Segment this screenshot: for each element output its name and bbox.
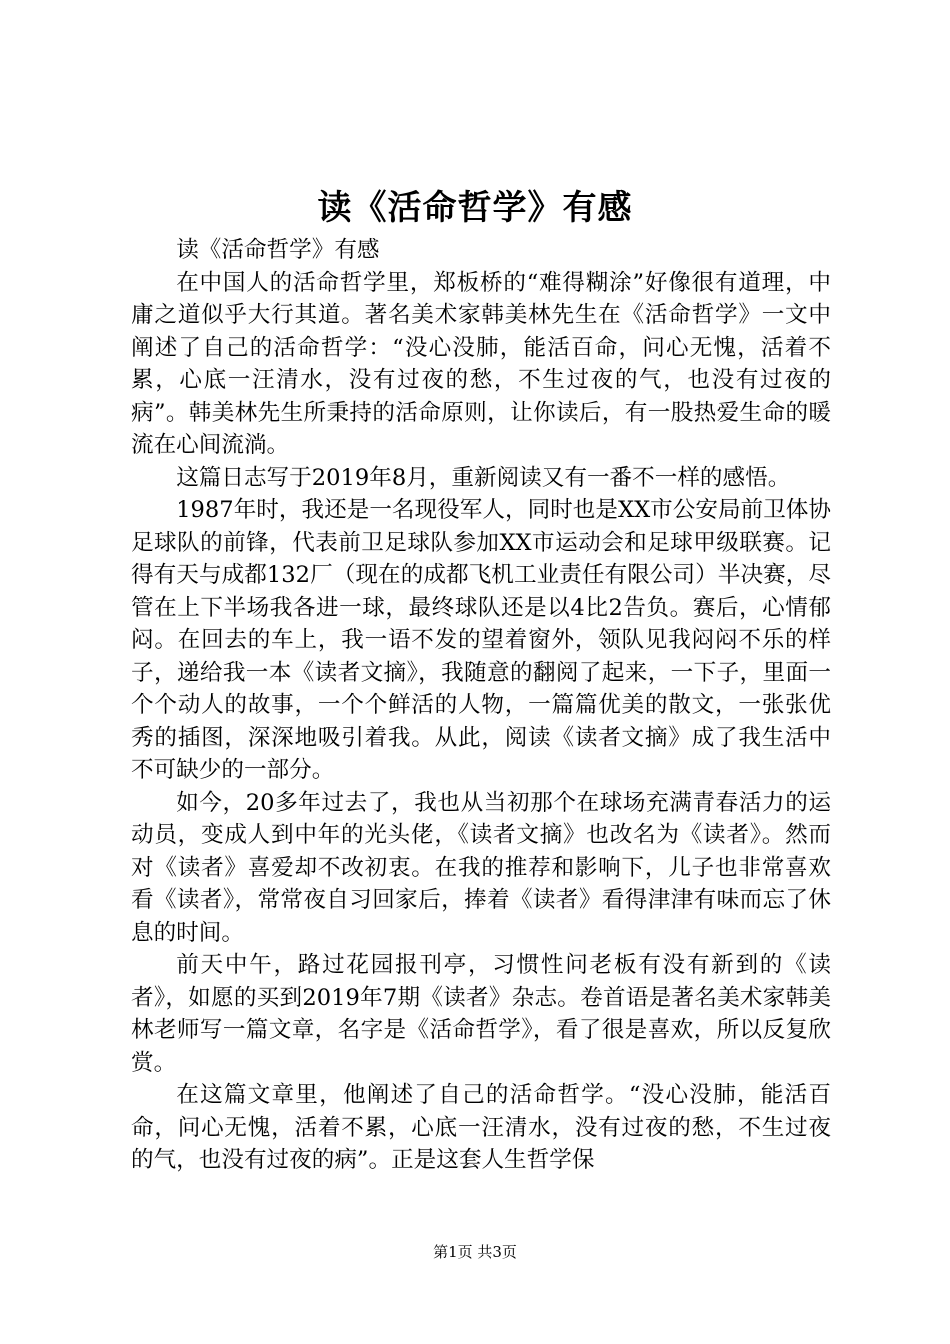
paragraph: 这篇日志写于2019年8月，重新阅读又有一番不一样的感悟。: [176, 464, 791, 491]
paragraph-subtitle: 读《活命哲学》有感: [176, 237, 380, 263]
paragraph: 在中国人的活命哲学里，郑板桥的“难得糊涂”好像很有道理，中庸之道似乎大行其道。著名美术家韩美林先生在《活命哲学》一文中阐述了自己的活命哲学：“没心没肺，能活百命，问心无愧，活着不累，心底一汪清水，没有过夜的愁，不生过夜的气，也没有过夜的病”。韩美林先生所秉持的活命原则，让你读后，有一股热爱生命的暖流在心间流淌。: [131, 269, 831, 458]
paragraph: 前天中午，路过花园报刊亭，习惯性问老板有没有新到的《读者》，如愿的买到2019年7期《读者》杂志。卷首语是著名美术家韩美林老师写一篇文章，名字是《活命哲学》，看了很是喜欢，所以反复欣赏。: [131, 952, 831, 1076]
page-footer: 第1页 共3页: [433, 1243, 517, 1261]
paragraph: 如今，20多年过去了，我也从当初那个在球场充满青春活力的运动员，变成人到中年的光头佬，《读者文摘》也改名为《读者》。然而对《读者》喜爱却不改初衷。在我的推荐和影响下，儿子也非常喜欢看《读者》，常常夜自习回家后，捧着《读者》看得津津有味而忘了休息的时间。: [131, 789, 831, 946]
paragraph: 1987年时，我还是一名现役军人，同时也是XX市公安局前卫体协足球队的前锋，代表前卫足球队参加XX市运动会和足球甲级联赛。记得有天与成都132厂（现在的成都飞机工业责任有限公司）半决赛，尽管在上下半场我各进一球，最终球队还是以4比2告负。赛后，心情郁闷。在回去的车上，我一语不发的望着窗外，领队见我闷闷不乐的样子，递给我一本《读者文摘》，我随意的翻阅了起来，一下子，里面一个个动人的故事，一个个鲜活的人物，一篇篇优美的散文，一张张优秀的插图，深深地吸引着我。从此，阅读《读者文摘》成了我生活中不可缺少的一部分。: [131, 497, 831, 783]
document-title: 读《活命哲学》有感: [317, 188, 633, 228]
document-body: [131, 234, 831, 1177]
paragraph: 在这篇文章里，他阐述了自己的活命哲学。“没心没肺，能活百命，问心无愧，活着不累，心底一汪清水，没有过夜的愁，不生过夜的气，也没有过夜的病”。正是这套人生哲学保: [131, 1082, 831, 1173]
